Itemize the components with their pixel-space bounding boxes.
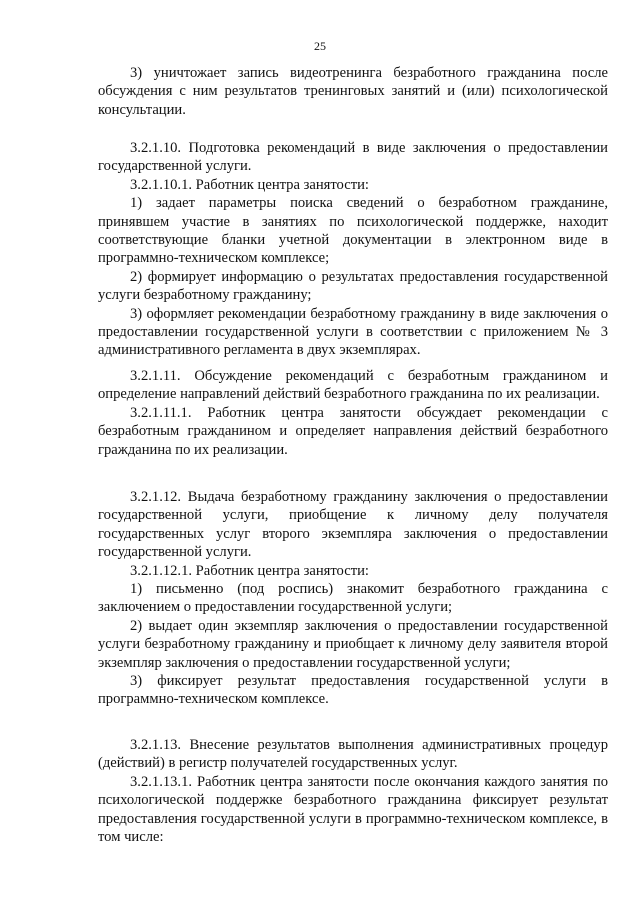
section-3-2-1-11 bbox=[98, 367, 608, 459]
paragraph-text: 3.2.1.11.1. Работник центра занятости обсуждает рекомендации с безработным гражданином и определяет направления действий безработного гражданина по их реализации. bbox=[98, 404, 608, 458]
subsection-heading: 3.2.1.12.1. Работник центра занятости: bbox=[130, 562, 369, 579]
section-3-2-1-13 bbox=[98, 736, 608, 846]
section-heading: 3.2.1.13. Внесение результатов выполнения административных процедур (действий) в регистр получателей государственных услуг. bbox=[98, 737, 608, 772]
paragraph-text: 3.2.1.13.1. Работник центра занятости после окончания каждого занятия по психологической поддержке безработного гражданина фиксирует результат предоставления государственной услуги в программно-техническом комплексе, в том числе: bbox=[98, 773, 608, 846]
subsection-heading: 3.2.1.10.1. Работник центра занятости: bbox=[130, 176, 369, 193]
section-3-2-1-12 bbox=[98, 488, 608, 709]
list-item: 2) выдает один экземпляр заключения о предоставлении государственной услуги безработному гражданину и приобщает к личному делу заявителя второй экземпляр заключения о предоставлении государственной услуги; bbox=[98, 617, 608, 671]
list-item: 3) фиксирует результат предоставления государственной услуги в программно-техническом комплексе. bbox=[98, 673, 608, 708]
section-heading: 3.2.1.10. Подготовка рекомендаций в виде заключения о предоставлении государственной услуги. bbox=[98, 140, 608, 175]
list-item: 1) задает параметры поиска сведений о безработном гражданине, принявшем участие в занятиях по психологической поддержке, находит соответствующие бланки учетной документации в электронном виде в программно-техническом комплексе; bbox=[98, 195, 608, 267]
section-heading: 3.2.1.11. Обсуждение рекомендаций с безработным гражданином и определение направлений действий безработного гражданина по их реализации. bbox=[98, 368, 608, 403]
list-item: 2) формирует информацию о результатах предоставления государственной услуги безработному гражданину; bbox=[98, 268, 608, 304]
section-heading: 3.2.1.12. Выдача безработному гражданину заключения о предоставлении государственной услуги, приобщение к личному делу получателя государственных услуг второго экземпляра заключения о предоставлении государственной услуги. bbox=[98, 489, 608, 561]
page-number: 25 bbox=[314, 39, 326, 53]
list-item: 1) письменно (под роспись) знакомит безработного гражданина с заключением о предоставлении государственной услуги; bbox=[98, 581, 608, 616]
list-item: 3) оформляет рекомендации безработному гражданину в виде заключения о предоставлении государственной услуги в соответствии с приложением № 3 административного регламента в двух экземплярах. bbox=[98, 305, 608, 359]
paragraph-text: 3) уничтожает запись видеотренинга безработного гражданина после обсуждения с ним результатов тренинговых занятий и (или) психологической консультации. bbox=[98, 65, 608, 118]
paragraph-item-3-destroy-record bbox=[98, 64, 608, 119]
section-3-2-1-10 bbox=[98, 139, 608, 360]
